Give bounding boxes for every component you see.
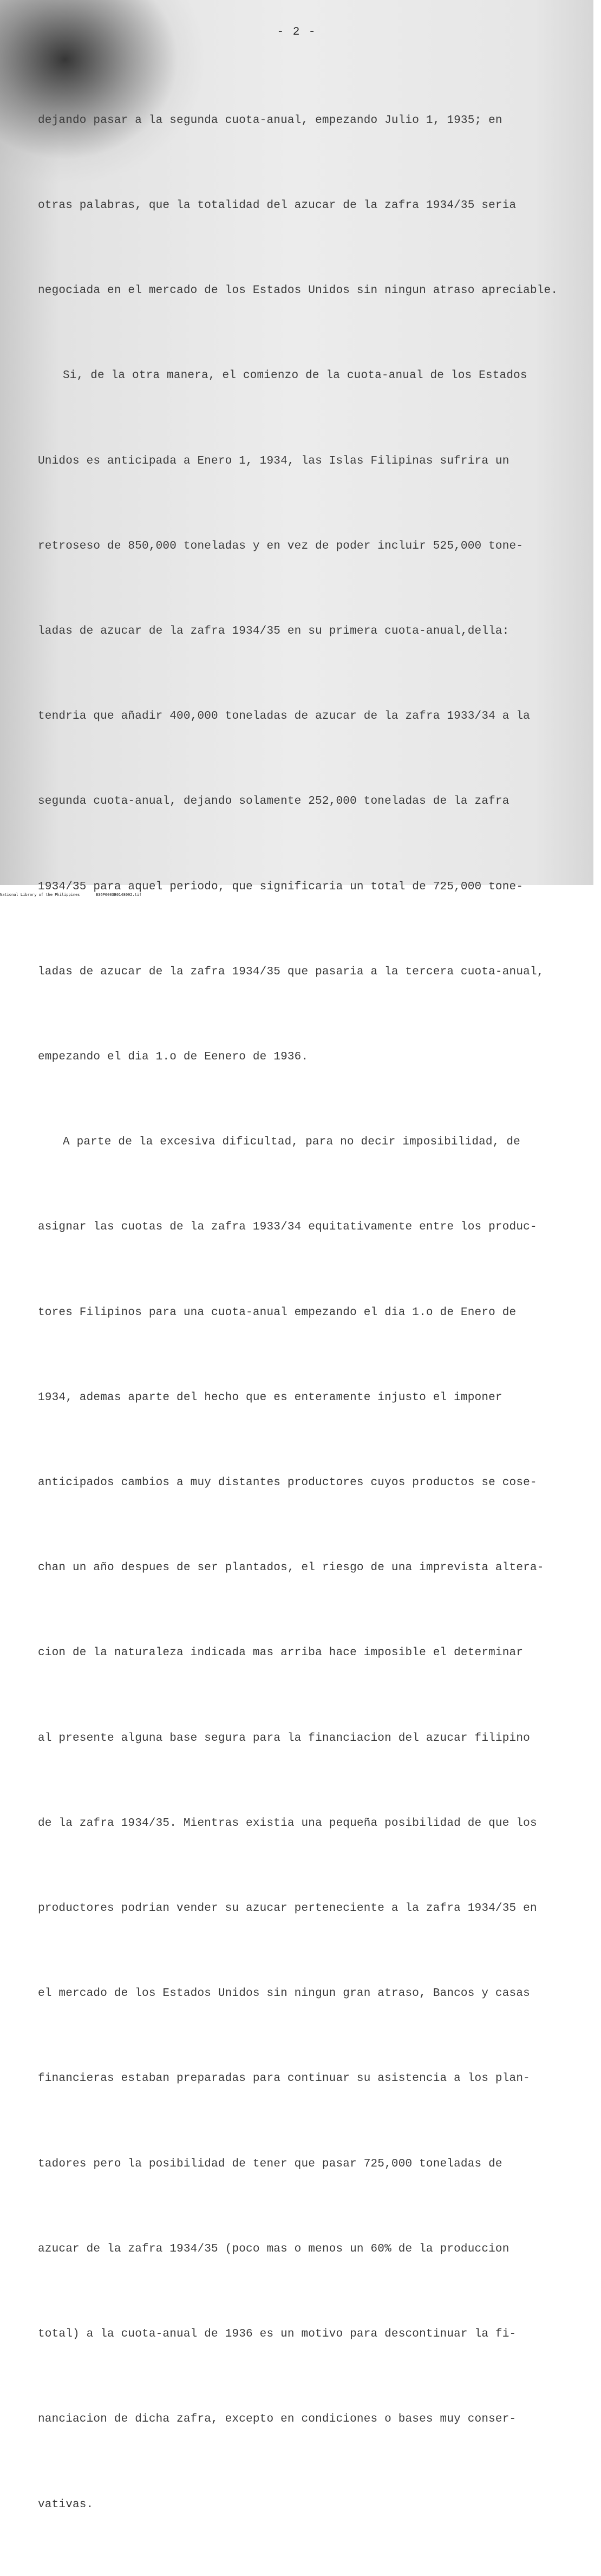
text-line: al presente alguna base segura para la financiacion del azucar filipino bbox=[38, 1732, 530, 1745]
text-line: total) a la cuota-anual de 1936 es un motivo para descontinuar la fi- bbox=[38, 2328, 517, 2341]
text-line: otras palabras, que la totalidad del azucar de la zafra 1934/35 seria bbox=[38, 199, 517, 212]
text-line: negociada en el mercado de los Estados Unidos sin ningun atraso apreciable. bbox=[38, 284, 558, 297]
text-line: tendria que añadir 400,000 toneladas de azucar de la zafra 1933/34 a la bbox=[38, 710, 530, 723]
text-line: Unidos es anticipada a Enero 1, 1934, las Islas Filipinas sufrira un bbox=[38, 454, 509, 467]
text-line: Si, de la otra manera, el comienzo de la cuota-anual de los Estados bbox=[63, 369, 527, 382]
text-line: dejando pasar a la segunda cuota-anual, empezando Julio 1, 1935; en bbox=[38, 114, 502, 127]
text-line: anticipados cambios a muy distantes productores cuyos productos se cose- bbox=[38, 1476, 537, 1489]
footer-file-id: B36P0003B0148092.tif bbox=[96, 893, 142, 897]
footer-library: National Library of the Philippines bbox=[0, 893, 80, 897]
text-line: tores Filipinos para una cuota-anual empezando el dia 1.o de Enero de bbox=[38, 1306, 517, 1319]
scan-footer bbox=[0, 892, 601, 898]
text-line: vativas. bbox=[38, 2498, 94, 2511]
text-line: chan un año despues de ser plantados, el riesgo de una imprevista altera- bbox=[38, 1562, 544, 1575]
text-line: productores podrian vender su azucar perteneciente a la zafra 1934/35 en bbox=[38, 1902, 537, 1915]
text-line: tadores pero la posibilidad de tener que pasar 725,000 toneladas de bbox=[38, 2157, 502, 2170]
text-line: asignar las cuotas de la zafra 1933/34 equitativamente entre los produc- bbox=[38, 1221, 537, 1234]
text-line: ladas de azucar de la zafra 1934/35 en su primera cuota-anual,della: bbox=[38, 625, 509, 638]
text-line: cion de la naturaleza indicada mas arriba hace imposible el determinar bbox=[38, 1647, 524, 1660]
text-line: segunda cuota-anual, dejando solamente 252,000 toneladas de la zafra bbox=[38, 795, 509, 808]
text-line: empezando el dia 1.o de Eenero de 1936. bbox=[38, 1051, 309, 1064]
text-line: nanciacion de dicha zafra, excepto en condiciones o bases muy conser- bbox=[38, 2413, 517, 2426]
text-line: azucar de la zafra 1934/35 (poco mas o menos un 60% de la produccion bbox=[38, 2242, 509, 2255]
text-line: financieras estaban preparadas para continuar su asistencia a los plan- bbox=[38, 2072, 530, 2085]
text-line: de la zafra 1934/35. Mientras existia una pequeña posibilidad de que los bbox=[38, 1817, 537, 1830]
text-line: A parte de la excesiva dificultad, para no decir imposibilidad, de bbox=[63, 1136, 520, 1149]
text-line: 1934, ademas aparte del hecho que es enteramente injusto el imponer bbox=[38, 1391, 502, 1404]
page-number: - 2 - bbox=[277, 26, 317, 38]
text-line: retroseso de 850,000 toneladas y en vez de poder incluir 525,000 tone- bbox=[38, 539, 524, 552]
text-line: 1934/35 para aquel periodo, que significaria un total de 725,000 tone- bbox=[38, 880, 524, 893]
body-text bbox=[38, 50, 574, 2576]
text-line: el mercado de los Estados Unidos sin ningun gran atraso, Bancos y casas bbox=[38, 1987, 530, 2000]
text-line: ladas de azucar de la zafra 1934/35 que pasaria a la tercera cuota-anual, bbox=[38, 965, 544, 978]
